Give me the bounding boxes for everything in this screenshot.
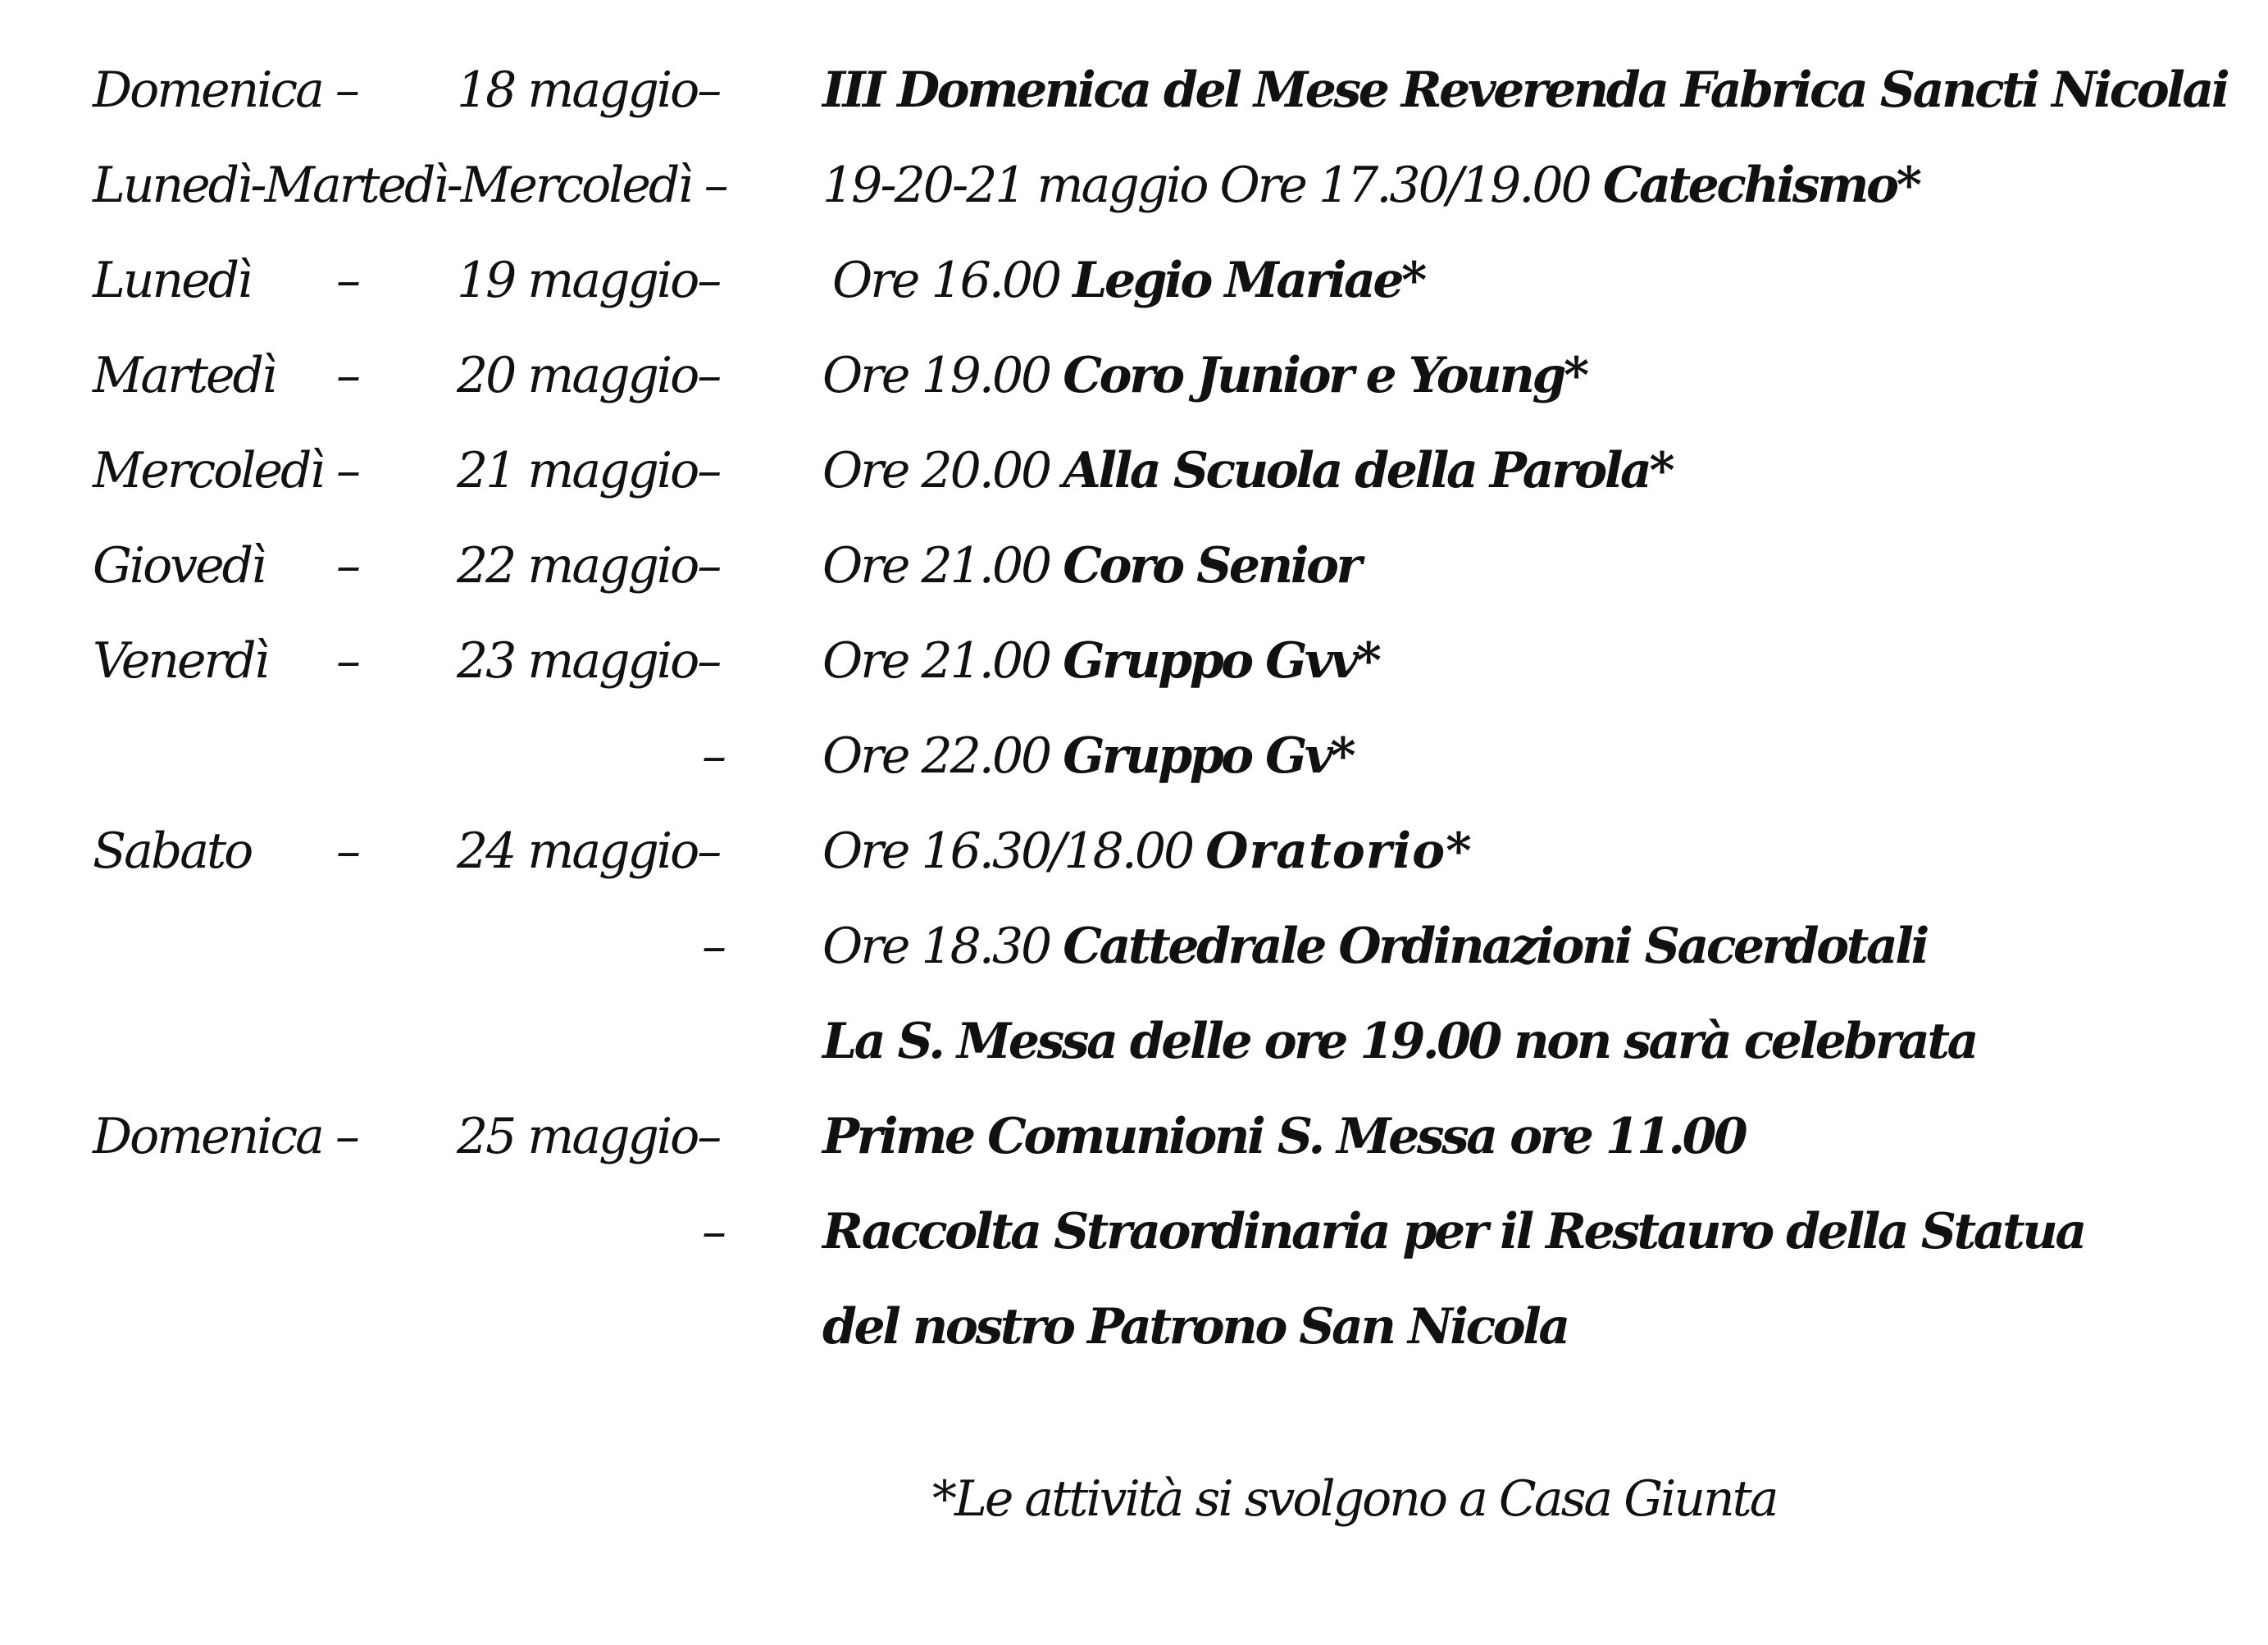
schedule-row: [0, 1184, 2268, 1279]
day-label: Venerdì: [93, 632, 267, 690]
event-title: Raccolta Straordinaria per il Restauro della Statua: [822, 1203, 2084, 1260]
event-title: Prime Comunioni S. Messa ore 11.00: [822, 1108, 1746, 1165]
schedule-row: [0, 994, 2268, 1089]
footnote: *Le attività si svolgono a Casa Giunta: [932, 1470, 1777, 1528]
schedule-row: [0, 613, 2268, 709]
event-title: Cattedrale Ordinazioni Sacerdotali: [1063, 918, 1927, 975]
event-title: Coro Junior e Young*: [1063, 347, 1587, 404]
dash-separator: –: [702, 727, 724, 785]
time-label: Ore 18.30: [822, 918, 1050, 975]
notice-text: La S. Messa delle ore 19.00 non sarà celebrata: [822, 1013, 1976, 1070]
day-label: Mercoledì: [93, 442, 323, 499]
event-title: Coro Senior: [1063, 537, 1359, 595]
time-label: Ore 16.30/18.00: [822, 822, 1193, 880]
schedule-row: [0, 804, 2268, 899]
dash-separator: –: [702, 1203, 724, 1260]
date-label: 24 maggio–: [457, 822, 720, 880]
date-label: 23 maggio–: [457, 632, 720, 690]
dash-separator: –: [336, 252, 358, 309]
day-label: Domenica –: [93, 62, 358, 119]
date-label: 18 maggio–: [457, 62, 720, 119]
event-title: Alla Scuola della Parola*: [1063, 442, 1673, 499]
dates-time-label: 19-20-21 maggio Ore 17.30/19.00: [822, 157, 1590, 214]
date-label: 22 maggio–: [457, 537, 720, 595]
schedule-row: [0, 138, 2268, 233]
time-label: Ore 21.00: [822, 632, 1050, 690]
dash-separator: –: [336, 442, 358, 499]
dash-separator: –: [336, 537, 358, 595]
schedule-row: [0, 328, 2268, 423]
dash-separator: –: [336, 822, 358, 880]
time-label: Ore 16.00: [832, 252, 1060, 309]
day-label: Sabato: [93, 822, 252, 880]
schedule-row: [0, 518, 2268, 613]
event-title: Gruppo Gvv*: [1063, 632, 1379, 690]
time-label: Ore 21.00: [822, 537, 1050, 595]
time-label: Ore 20.00: [822, 442, 1050, 499]
event-title: Oratorio*: [1205, 822, 1473, 880]
schedule-row: [0, 233, 2268, 328]
schedule-row: [0, 709, 2268, 804]
event-title: Catechismo*: [1602, 157, 1920, 214]
dash-separator: –: [336, 347, 358, 404]
date-label: 19 maggio–: [457, 252, 720, 309]
schedule-row: [0, 1089, 2268, 1184]
day-label: Lunedì: [93, 252, 251, 309]
time-label: Ore 22.00: [822, 727, 1050, 785]
time-label: Ore 19.00: [822, 347, 1050, 404]
event-title: Gruppo Gv*: [1063, 727, 1354, 785]
event-title: III Domenica del Mese Reverenda Fabrica Sancti Nicolai: [822, 62, 2228, 119]
dash-separator: –: [702, 918, 724, 975]
schedule-row: [0, 423, 2268, 518]
schedule-row: [0, 43, 2268, 138]
date-label: 20 maggio–: [457, 347, 720, 404]
day-label: Giovedì: [93, 537, 265, 595]
schedule-row: [0, 899, 2268, 994]
day-label: Martedì: [93, 347, 276, 404]
days-range-label: Lunedì-Martedì-Mercoledì –: [93, 157, 726, 214]
date-label: 25 maggio–: [457, 1108, 720, 1165]
schedule-row: [0, 1279, 2268, 1374]
event-title: Legio Mariae*: [1073, 252, 1424, 309]
event-title-continued: del nostro Patrono San Nicola: [822, 1298, 1568, 1356]
day-label: Domenica –: [93, 1108, 358, 1165]
date-label: 21 maggio–: [457, 442, 720, 499]
dash-separator: –: [336, 632, 358, 690]
